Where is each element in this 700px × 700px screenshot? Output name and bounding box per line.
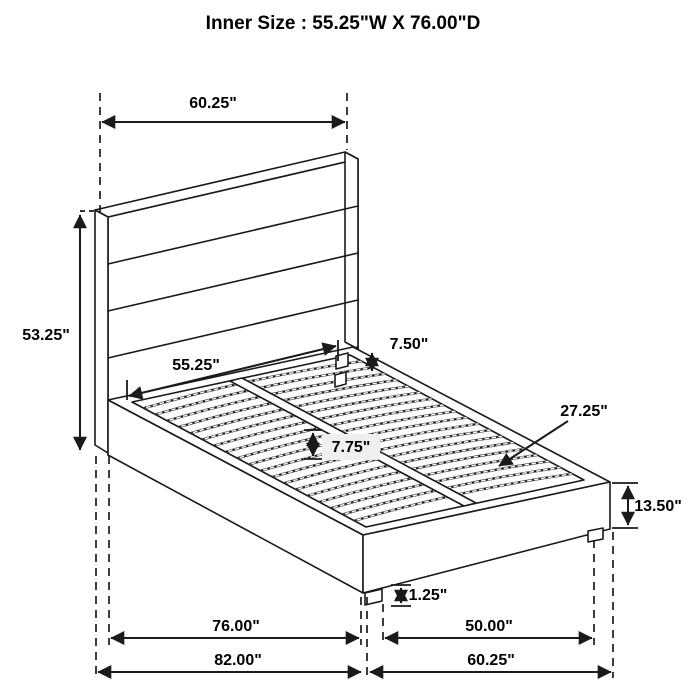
- dim-label-headboard-height: 53.25": [22, 327, 70, 345]
- dim-overall-depth: [98, 652, 361, 672]
- dim-headboard-height: [22, 211, 97, 450]
- dim-label-slat-length: 27.25": [560, 403, 608, 421]
- dim-label-headboard-width: 60.25": [189, 95, 237, 113]
- bed-frame: [108, 347, 610, 605]
- dim-label-footboard-height: 13.50": [634, 498, 682, 516]
- right-corner-leg: [588, 528, 603, 542]
- dim-inner-depth: [111, 618, 359, 638]
- dim-floor-clearance: [391, 585, 447, 606]
- dim-label-inner-depth: 76.00": [212, 618, 260, 636]
- dim-label-slat-platform-height: 7.75": [331, 439, 371, 457]
- dim-footboard-inner-width: [385, 618, 592, 638]
- dim-label-overall-depth: 82.00": [214, 652, 262, 670]
- diagram-title: Inner Size : 55.25"W X 76.00"D: [205, 13, 481, 35]
- dim-overall-width: [370, 652, 611, 672]
- dim-label-footboard-inner-width: 50.00": [465, 618, 513, 636]
- dim-label-side-rail-height: 7.50": [389, 336, 429, 354]
- headboard-right-edge: [345, 152, 358, 349]
- dim-footboard-height: [612, 483, 682, 528]
- dim-label-inner-width: 55.25": [172, 357, 220, 375]
- dim-label-floor-clearance: 1.25": [408, 587, 448, 605]
- dim-label-overall-width: 60.25": [467, 652, 515, 670]
- center-rail-leg: [335, 372, 346, 387]
- headboard-left-edge: [95, 210, 108, 453]
